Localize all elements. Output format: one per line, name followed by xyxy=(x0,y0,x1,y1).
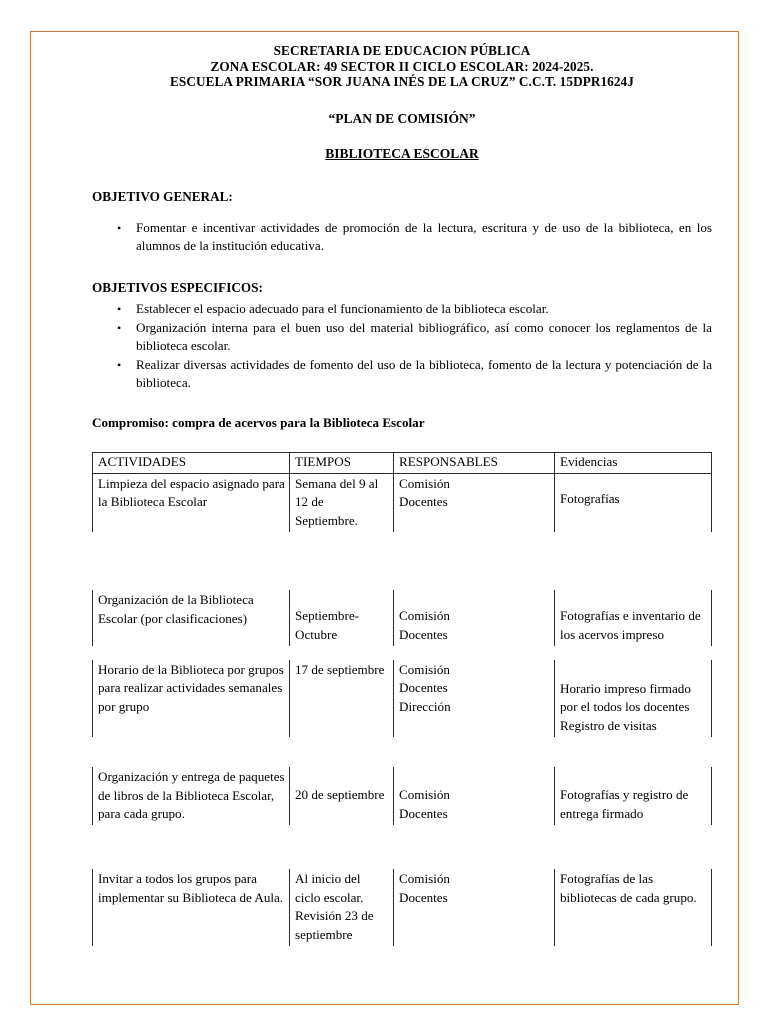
cell-evidencias: Fotografías xyxy=(555,473,712,532)
list-item: • Establecer el espacio adecuado para el funcionamiento de la biblioteca escolar. xyxy=(92,300,712,319)
plan-table xyxy=(92,452,712,1002)
header-line-1: SECRETARIA DE EDUCACION PÚBLICA xyxy=(273,43,531,58)
cell-evidencias: Fotografías y registro de entrega firmado xyxy=(555,767,712,825)
header-line-2: ZONA ESCOLAR: 49 SECTOR II CICLO ESCOLAR: 2024-2025. xyxy=(210,58,594,74)
table-header xyxy=(93,452,712,473)
column-header-actividades: ACTIVIDADES xyxy=(93,452,290,473)
plan-title: “PLAN DE COMISIÓN” xyxy=(328,110,476,126)
cell-tiempos: 17 de septiembre xyxy=(290,660,394,737)
row-spacer xyxy=(93,532,712,590)
document-page xyxy=(30,31,739,1005)
objetivos-especificos-list xyxy=(92,300,712,393)
cell-actividades: Horario de la Biblioteca por grupos para realizar actividades semanales por grupo xyxy=(93,660,290,737)
cell-responsables: Comisión Docentes xyxy=(394,590,555,646)
cell-tiempos: Semana del 9 al 12 de Septiembre. xyxy=(290,473,394,532)
cell-responsables: Comisión Docentes xyxy=(394,767,555,825)
cell-responsables: Comisión Docentes Dirección xyxy=(394,660,555,737)
document-header xyxy=(92,43,712,90)
header-line-3: ESCUELA PRIMARIA “SOR JUANA INÉS DE LA CRUZ” C.C.T. 15DPR1624J xyxy=(170,74,634,90)
table-row xyxy=(93,660,712,737)
cell-evidencias: Fotografías de las bibliotecas de cada grupo. xyxy=(555,869,712,946)
cell-actividades: Invitar a todos los grupos para implementar su Biblioteca de Aula. xyxy=(93,869,290,946)
cell-tiempos: Al inicio del ciclo escolar. Revisión 23 de septiembre xyxy=(290,869,394,946)
objetivo-general-list xyxy=(92,219,712,256)
column-header-responsables: RESPONSABLES xyxy=(394,452,555,473)
cell-tiempos: 20 de septiembre xyxy=(290,767,394,825)
column-header-evidencias: Evidencias xyxy=(555,452,712,473)
row-spacer xyxy=(93,825,712,869)
row-spacer xyxy=(93,646,712,660)
objetivo-general-heading: OBJETIVO GENERAL: xyxy=(92,188,233,204)
cell-actividades: Organización de la Biblioteca Escolar (por clasificaciones) xyxy=(93,590,290,646)
list-item: • Realizar diversas actividades de fomento del uso de la biblioteca, fomento de la lectura y potenciación de la biblioteca. xyxy=(92,356,712,393)
table-row xyxy=(93,473,712,532)
list-item: • Fomentar e incentivar actividades de promoción de la lectura, escritura y de uso de la biblioteca, en los alumnos de la institución educativa. xyxy=(92,219,712,256)
list-item: • Organización interna para el buen uso del material bibliográfico, así como conocer los reglamentos de la biblioteca escolar. xyxy=(92,319,712,356)
cell-evidencias: Horario impreso firmado por el todos los docentes Registro de visitas xyxy=(555,660,712,737)
document-content xyxy=(92,43,712,1002)
cell-evidencias: Fotografías e inventario de los acervos impreso xyxy=(555,590,712,646)
row-spacer xyxy=(93,946,712,1002)
table-body xyxy=(93,473,712,1002)
objetivos-especificos-heading: OBJETIVOS ESPECIFICOS: xyxy=(92,279,263,295)
compromiso-text: Compromiso: compra de acervos para la Biblioteca Escolar xyxy=(92,414,425,430)
column-header-tiempos: TIEMPOS xyxy=(290,452,394,473)
cell-actividades: Organización y entrega de paquetes de libros de la Biblioteca Escolar, para cada grupo. xyxy=(93,767,290,825)
subject-title: BIBLIOTECA ESCOLAR xyxy=(325,145,479,161)
table-row xyxy=(93,869,712,946)
cell-actividades: Limpieza del espacio asignado para la Biblioteca Escolar xyxy=(93,473,290,532)
table-row xyxy=(93,590,712,646)
row-spacer xyxy=(93,737,712,767)
cell-responsables: Comisión Docentes xyxy=(394,473,555,532)
table-row xyxy=(93,767,712,825)
table-header-row xyxy=(93,452,712,473)
cell-responsables: Comisión Docentes xyxy=(394,869,555,946)
cell-tiempos: Septiembre-Octubre xyxy=(290,590,394,646)
